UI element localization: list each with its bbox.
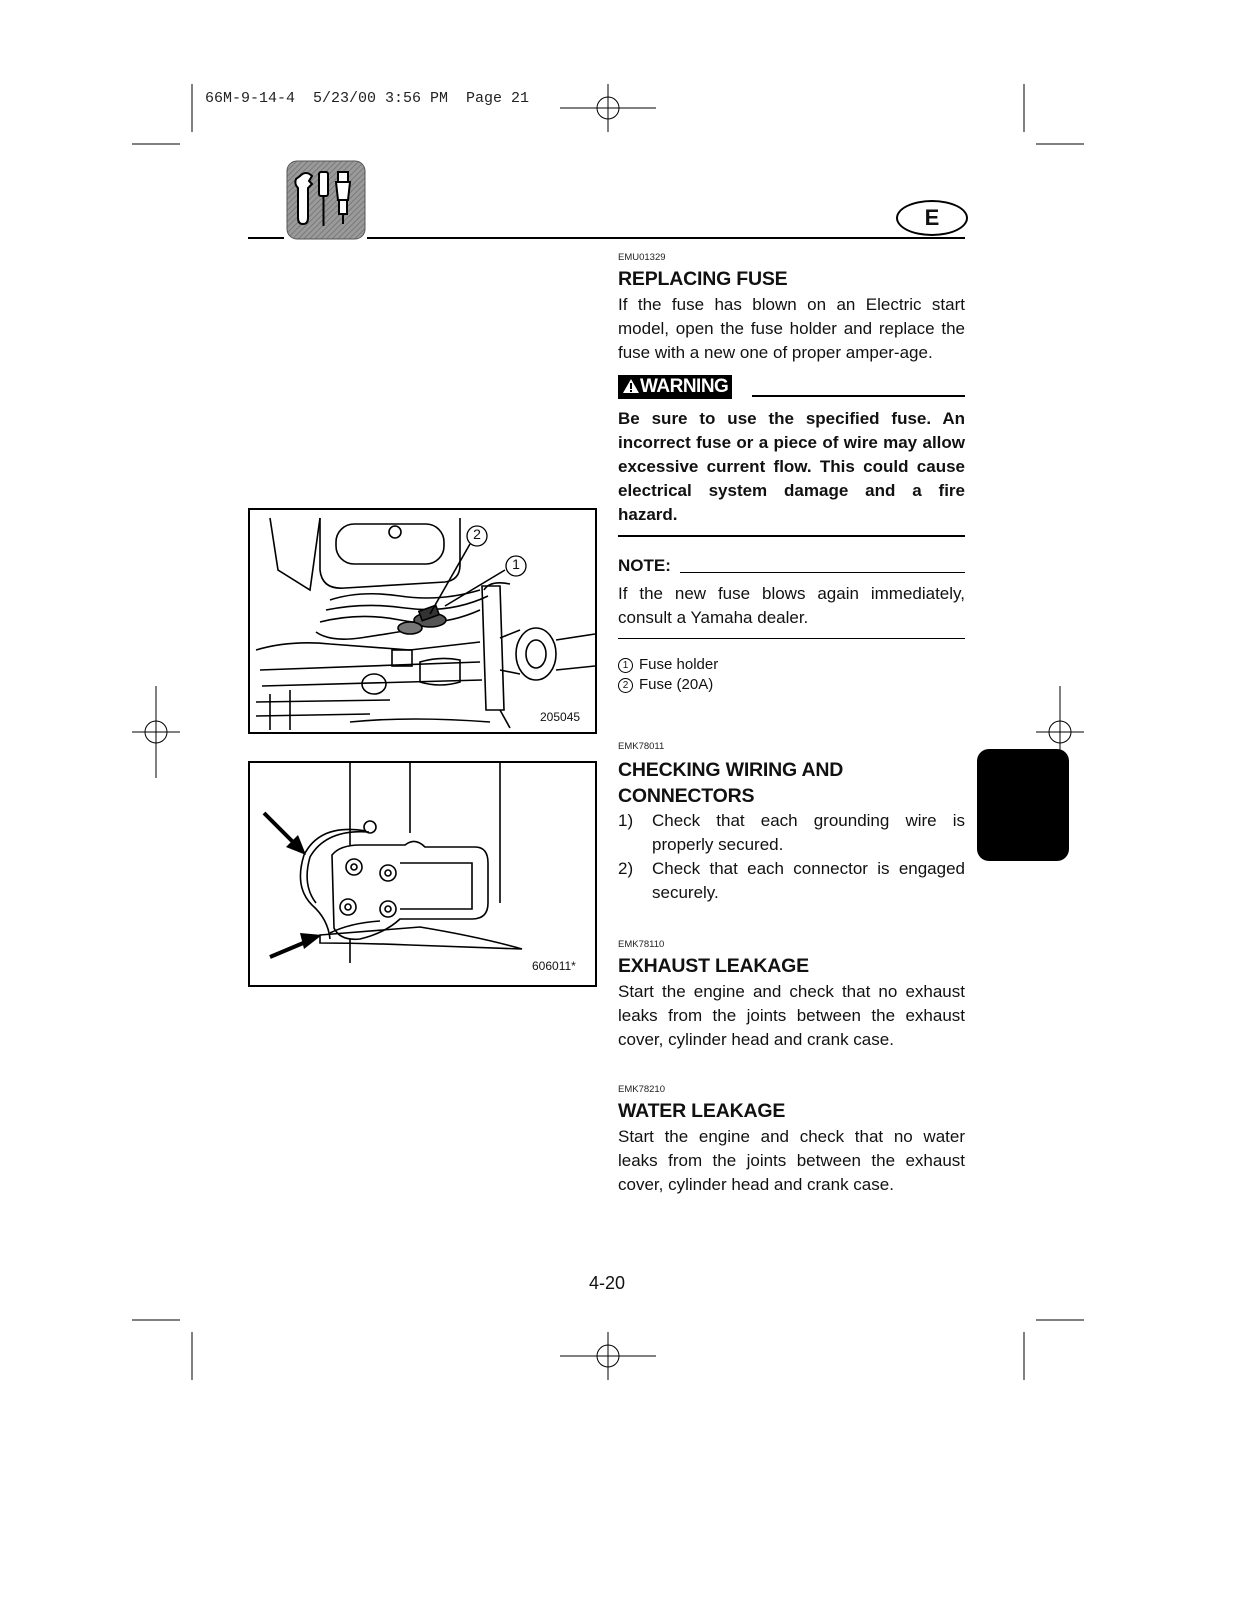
callout-1: 1 [512,556,520,572]
ground-illustration [250,763,595,985]
language-tab: E [896,200,968,236]
step-text: Check that each connector is engaged securely. [652,859,965,902]
section-code: EMK78011 [618,741,665,752]
tools-icon [286,160,366,240]
note-text: If the new fuse blows again immediately, consult a Yamaha dealer. [618,583,965,627]
warning-end-rule [618,535,965,537]
list-item [618,857,965,905]
legend-number: 2 [618,678,633,693]
section-title: EXHAUST LEAKAGE [618,955,809,977]
figure-legend [618,655,965,695]
figure-code: 606011* [532,959,576,973]
step-text: Check that each grounding wire is properly secured. [652,811,965,854]
page-number: 4-20 [588,1273,626,1293]
fuse-illustration [250,510,595,732]
warning-rule [752,395,965,397]
header-rule-right [367,237,965,239]
note-label: NOTE: [618,555,671,575]
section-thumb-tab [977,749,1069,861]
note-header [618,556,965,578]
header-rule-left [248,237,284,239]
right-column [618,252,965,1197]
note-end-rule [618,638,965,640]
step-number: 2) [618,859,634,878]
list-item [618,809,965,857]
section-body: Start the engine and check that no exhaust leaks from the joints between the exhaust cover, cylinder head and crank case. [618,982,965,1049]
fuse-figure [248,508,597,734]
callout-2: 2 [473,526,481,542]
figure-code: 205045 [540,710,581,724]
warning-label: WARNING [640,376,729,397]
section-body: If the fuse has blown on an Electric start model, open the fuse holder and replace the fuse with a new one of proper amper-age. [618,295,965,362]
warning-text: Be sure to use the specified fuse. An incorrect fuse or a piece of wire may allow excessive current flow. This could cause electrical system damage and a fire hazard. [618,409,965,524]
legend-item [618,655,965,675]
step-list [618,809,965,905]
section-body: Start the engine and check that no water leaks from the joints between the exhaust cover, cylinder head and crank case. [618,1127,965,1194]
legend-text: Fuse (20A) [639,676,714,693]
section-title-line: CONNECTORS [618,785,755,807]
legend-text: Fuse holder [639,656,719,673]
legend-number: 1 [618,658,633,673]
section-title-line: CHECKING WIRING AND [618,759,844,781]
section-code: EMU01329 [618,252,666,263]
section-title: WATER LEAKAGE [618,1100,786,1122]
legend-item [618,675,965,695]
step-number: 1) [618,811,634,830]
note-rule [680,572,965,574]
warning-triangle-icon [622,378,640,394]
section-code: EMK78210 [618,1084,666,1095]
print-slug: 66M-9-14-4 5/23/00 3:56 PM Page 21 [205,90,530,107]
section-title [618,757,965,809]
warning-label-box [618,375,732,399]
section-title: REPLACING FUSE [618,268,788,290]
section-code: EMK78110 [618,939,665,950]
warning-header [618,375,965,401]
ground-figure [248,761,597,987]
